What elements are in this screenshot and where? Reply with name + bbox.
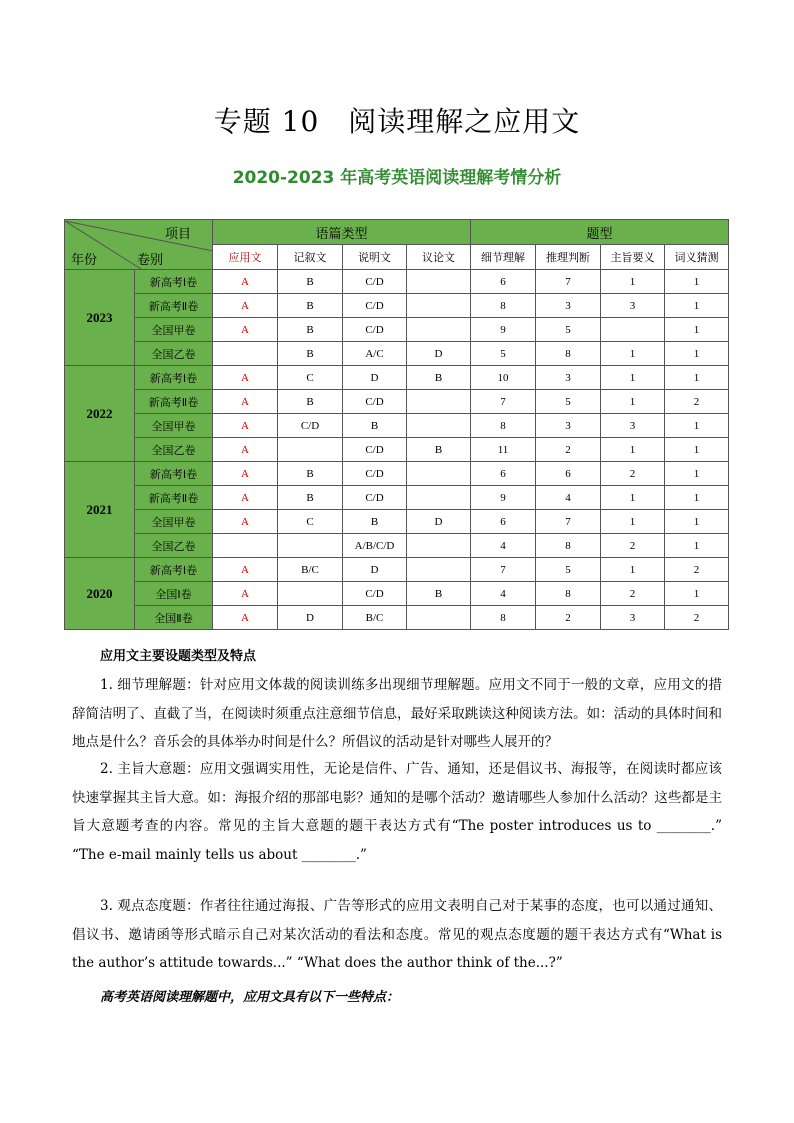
column-header: 细节理解 xyxy=(471,245,536,270)
data-cell: 1 xyxy=(665,438,729,462)
footnote-text: 高考英语阅读理解题中，应用文具有以下一些特点： xyxy=(100,990,400,1005)
section-heading: 应用文主要设题类型及特点 xyxy=(100,649,257,664)
data-cell: 5 xyxy=(471,342,536,366)
data-cell: 2 xyxy=(665,390,729,414)
data-cell xyxy=(278,534,343,558)
data-cell: A xyxy=(213,390,278,414)
data-cell: 3 xyxy=(601,606,665,630)
data-cell: 1 xyxy=(665,318,729,342)
data-cell: B xyxy=(278,486,343,510)
table-row xyxy=(65,390,729,414)
data-cell: C/D xyxy=(343,486,407,510)
table-row xyxy=(65,510,729,534)
data-cell: 6 xyxy=(471,510,536,534)
data-cell: B xyxy=(278,294,343,318)
data-cell xyxy=(278,582,343,606)
data-cell: 1 xyxy=(601,342,665,366)
table-row xyxy=(65,582,729,606)
data-cell: C/D xyxy=(343,582,407,606)
table-row xyxy=(65,462,729,486)
column-header: 记叙文 xyxy=(278,245,343,270)
data-cell: 1 xyxy=(665,270,729,294)
data-cell: A xyxy=(213,318,278,342)
data-cell: 7 xyxy=(536,270,601,294)
data-cell xyxy=(407,534,471,558)
paper-cell: 全国甲卷 xyxy=(135,510,213,534)
data-cell: D xyxy=(407,510,471,534)
data-cell: 3 xyxy=(536,294,601,318)
table-row xyxy=(65,438,729,462)
data-cell: 1 xyxy=(665,366,729,390)
data-cell: 5 xyxy=(536,558,601,582)
paper-cell: 新高考Ⅰ卷 xyxy=(135,366,213,390)
data-cell: B xyxy=(407,438,471,462)
table-row xyxy=(65,342,729,366)
data-cell: 2 xyxy=(536,438,601,462)
data-cell: 2 xyxy=(536,606,601,630)
data-cell: C/D xyxy=(343,270,407,294)
data-cell xyxy=(407,462,471,486)
table-row xyxy=(65,414,729,438)
data-cell: 1 xyxy=(665,582,729,606)
column-header: 说明文 xyxy=(343,245,407,270)
data-cell: 9 xyxy=(471,318,536,342)
page-subtitle: 2020-2023 年高考英语阅读理解考情分析 xyxy=(232,168,562,188)
page-title: 专题 10 阅读理解之应用文 xyxy=(213,105,581,138)
paper-cell: 新高考Ⅰ卷 xyxy=(135,462,213,486)
data-cell: 8 xyxy=(471,294,536,318)
table-corner-cell xyxy=(65,220,213,270)
data-cell: 1 xyxy=(601,510,665,534)
data-cell: A xyxy=(213,438,278,462)
table-header-row xyxy=(65,220,729,245)
data-cell xyxy=(407,558,471,582)
data-cell xyxy=(213,534,278,558)
paragraph-detail: 1. 细节理解题：针对应用文体裁的阅读训练多出现细节理解题。应用文不同于一般的文章，应用文的措辞简洁明了、直截了当，在阅读时须重点注意细节信息，最好采取跳读这种阅读方法。如：活动的具体时间和地点是什么？音乐会的具体举办时间是什么？所倡议的活动是针对哪些人展开的？ xyxy=(72,677,722,750)
paper-cell: 新高考Ⅰ卷 xyxy=(135,270,213,294)
data-cell: 1 xyxy=(665,342,729,366)
header-question-type: 题型 xyxy=(471,220,729,245)
data-cell xyxy=(407,270,471,294)
data-cell: 8 xyxy=(536,342,601,366)
data-cell: 6 xyxy=(471,270,536,294)
data-cell: 1 xyxy=(601,486,665,510)
table-row xyxy=(65,366,729,390)
data-cell: B/C xyxy=(343,606,407,630)
data-cell: A xyxy=(213,582,278,606)
data-cell: 1 xyxy=(601,270,665,294)
data-cell: 10 xyxy=(471,366,536,390)
data-cell: 3 xyxy=(601,414,665,438)
data-cell: B xyxy=(278,318,343,342)
data-cell: B xyxy=(343,414,407,438)
data-cell: 7 xyxy=(536,510,601,534)
data-cell: 1 xyxy=(665,462,729,486)
table-row xyxy=(65,486,729,510)
data-cell: 2 xyxy=(601,534,665,558)
data-cell: B xyxy=(278,342,343,366)
data-cell: A/B/C/D xyxy=(343,534,407,558)
paper-cell: 全国甲卷 xyxy=(135,414,213,438)
paper-cell: 新高考Ⅱ卷 xyxy=(135,390,213,414)
data-cell: 9 xyxy=(471,486,536,510)
column-header: 词义猜测 xyxy=(665,245,729,270)
data-cell: 3 xyxy=(601,294,665,318)
data-cell: A xyxy=(213,366,278,390)
table-row xyxy=(65,558,729,582)
data-cell: A xyxy=(213,294,278,318)
data-cell: A xyxy=(213,606,278,630)
paper-cell: 新高考Ⅰ卷 xyxy=(135,558,213,582)
data-cell: 3 xyxy=(536,366,601,390)
year-cell: 2020 xyxy=(65,558,135,630)
data-cell xyxy=(407,414,471,438)
data-cell: C/D xyxy=(343,462,407,486)
column-header: 主旨要义 xyxy=(601,245,665,270)
data-cell: C/D xyxy=(343,318,407,342)
data-cell: 2 xyxy=(665,606,729,630)
year-cell: 2023 xyxy=(65,270,135,366)
data-cell: A/C xyxy=(343,342,407,366)
column-header: 议论文 xyxy=(407,245,471,270)
data-cell: A xyxy=(213,558,278,582)
data-cell: 8 xyxy=(536,582,601,606)
data-cell: 1 xyxy=(601,390,665,414)
data-cell: 6 xyxy=(471,462,536,486)
data-cell: 1 xyxy=(665,294,729,318)
data-cell: 1 xyxy=(665,486,729,510)
data-cell: 1 xyxy=(665,534,729,558)
header-text-type: 语篇类型 xyxy=(213,220,471,245)
data-cell: 1 xyxy=(601,438,665,462)
data-cell xyxy=(407,294,471,318)
data-cell: 7 xyxy=(471,390,536,414)
year-cell: 2022 xyxy=(65,366,135,462)
data-cell: 4 xyxy=(471,534,536,558)
data-cell: 3 xyxy=(536,414,601,438)
paragraph-attitude: 3. 观点态度题：作者往往通过海报、广告等形式的应用文表明自己对于某事的态度，也可以通过通知、倡议书、邀请函等形式暗示自己对某次活动的看法和态度。常见的观点态度题的题干表达方式有“What is the author’s attitude towards...” “What does the author think of the...?” xyxy=(72,898,722,971)
paper-cell: 新高考Ⅱ卷 xyxy=(135,294,213,318)
data-cell: C/D xyxy=(278,414,343,438)
data-cell: A xyxy=(213,462,278,486)
year-cell: 2021 xyxy=(65,462,135,558)
paper-cell: 全国乙卷 xyxy=(135,534,213,558)
paper-cell: 全国Ⅰ卷 xyxy=(135,582,213,606)
data-cell: 1 xyxy=(601,558,665,582)
table-row xyxy=(65,534,729,558)
data-cell xyxy=(213,342,278,366)
data-cell: A xyxy=(213,270,278,294)
data-cell: C xyxy=(278,366,343,390)
data-cell: 2 xyxy=(601,582,665,606)
corner-item-label: 项目 xyxy=(165,226,192,242)
data-cell xyxy=(407,318,471,342)
data-cell: 7 xyxy=(471,558,536,582)
data-cell: 2 xyxy=(665,558,729,582)
data-cell xyxy=(407,486,471,510)
data-cell: B xyxy=(343,510,407,534)
exam-analysis-table xyxy=(64,219,729,630)
data-cell: 8 xyxy=(536,534,601,558)
data-cell: 5 xyxy=(536,390,601,414)
data-cell: A xyxy=(213,510,278,534)
column-header: 推理判断 xyxy=(536,245,601,270)
data-cell: 8 xyxy=(471,414,536,438)
data-cell: A xyxy=(213,486,278,510)
data-cell: C/D xyxy=(343,438,407,462)
data-cell: D xyxy=(343,366,407,390)
data-cell xyxy=(407,606,471,630)
table-row xyxy=(65,294,729,318)
data-cell: B xyxy=(278,462,343,486)
data-cell: B/C xyxy=(278,558,343,582)
data-cell: 1 xyxy=(665,414,729,438)
data-cell: 8 xyxy=(471,606,536,630)
data-cell: C/D xyxy=(343,294,407,318)
data-cell: 4 xyxy=(471,582,536,606)
paragraph-main-idea: 2. 主旨大意题：应用文强调实用性，无论是信件、广告、通知，还是倡议书、海报等，在阅读时都应该快速掌握其主旨大意。如：海报介绍的那部电影？通知的是哪个活动？邀请哪些人参加什么活动？这些都是主旨大意题考查的内容。常见的主旨大意题的题干表达方式有“The poster introduces us to ________.” “The e-mail mainly tells us about ________.” xyxy=(72,761,722,863)
paper-cell: 全国乙卷 xyxy=(135,438,213,462)
data-cell: 11 xyxy=(471,438,536,462)
data-cell: 4 xyxy=(536,486,601,510)
data-cell: 5 xyxy=(536,318,601,342)
data-cell: 2 xyxy=(601,462,665,486)
data-cell: D xyxy=(407,342,471,366)
data-cell: D xyxy=(278,606,343,630)
data-cell: 1 xyxy=(601,366,665,390)
paper-cell: 全国乙卷 xyxy=(135,342,213,366)
corner-year-label: 年份 xyxy=(71,252,98,268)
paper-cell: 全国Ⅱ卷 xyxy=(135,606,213,630)
table-row xyxy=(65,270,729,294)
paper-cell: 全国甲卷 xyxy=(135,318,213,342)
data-cell: 1 xyxy=(665,510,729,534)
data-cell xyxy=(278,438,343,462)
data-cell: C xyxy=(278,510,343,534)
table-row xyxy=(65,318,729,342)
data-cell xyxy=(601,318,665,342)
table-row xyxy=(65,606,729,630)
data-cell: D xyxy=(343,558,407,582)
data-cell: A xyxy=(213,414,278,438)
data-cell: B xyxy=(278,270,343,294)
data-cell: B xyxy=(407,366,471,390)
data-cell: B xyxy=(278,390,343,414)
data-cell: C/D xyxy=(343,390,407,414)
paper-cell: 新高考Ⅱ卷 xyxy=(135,486,213,510)
column-header: 应用文 xyxy=(213,245,278,270)
corner-paper-label: 卷别 xyxy=(137,252,164,268)
data-cell: B xyxy=(407,582,471,606)
data-cell: 6 xyxy=(536,462,601,486)
data-cell xyxy=(407,390,471,414)
